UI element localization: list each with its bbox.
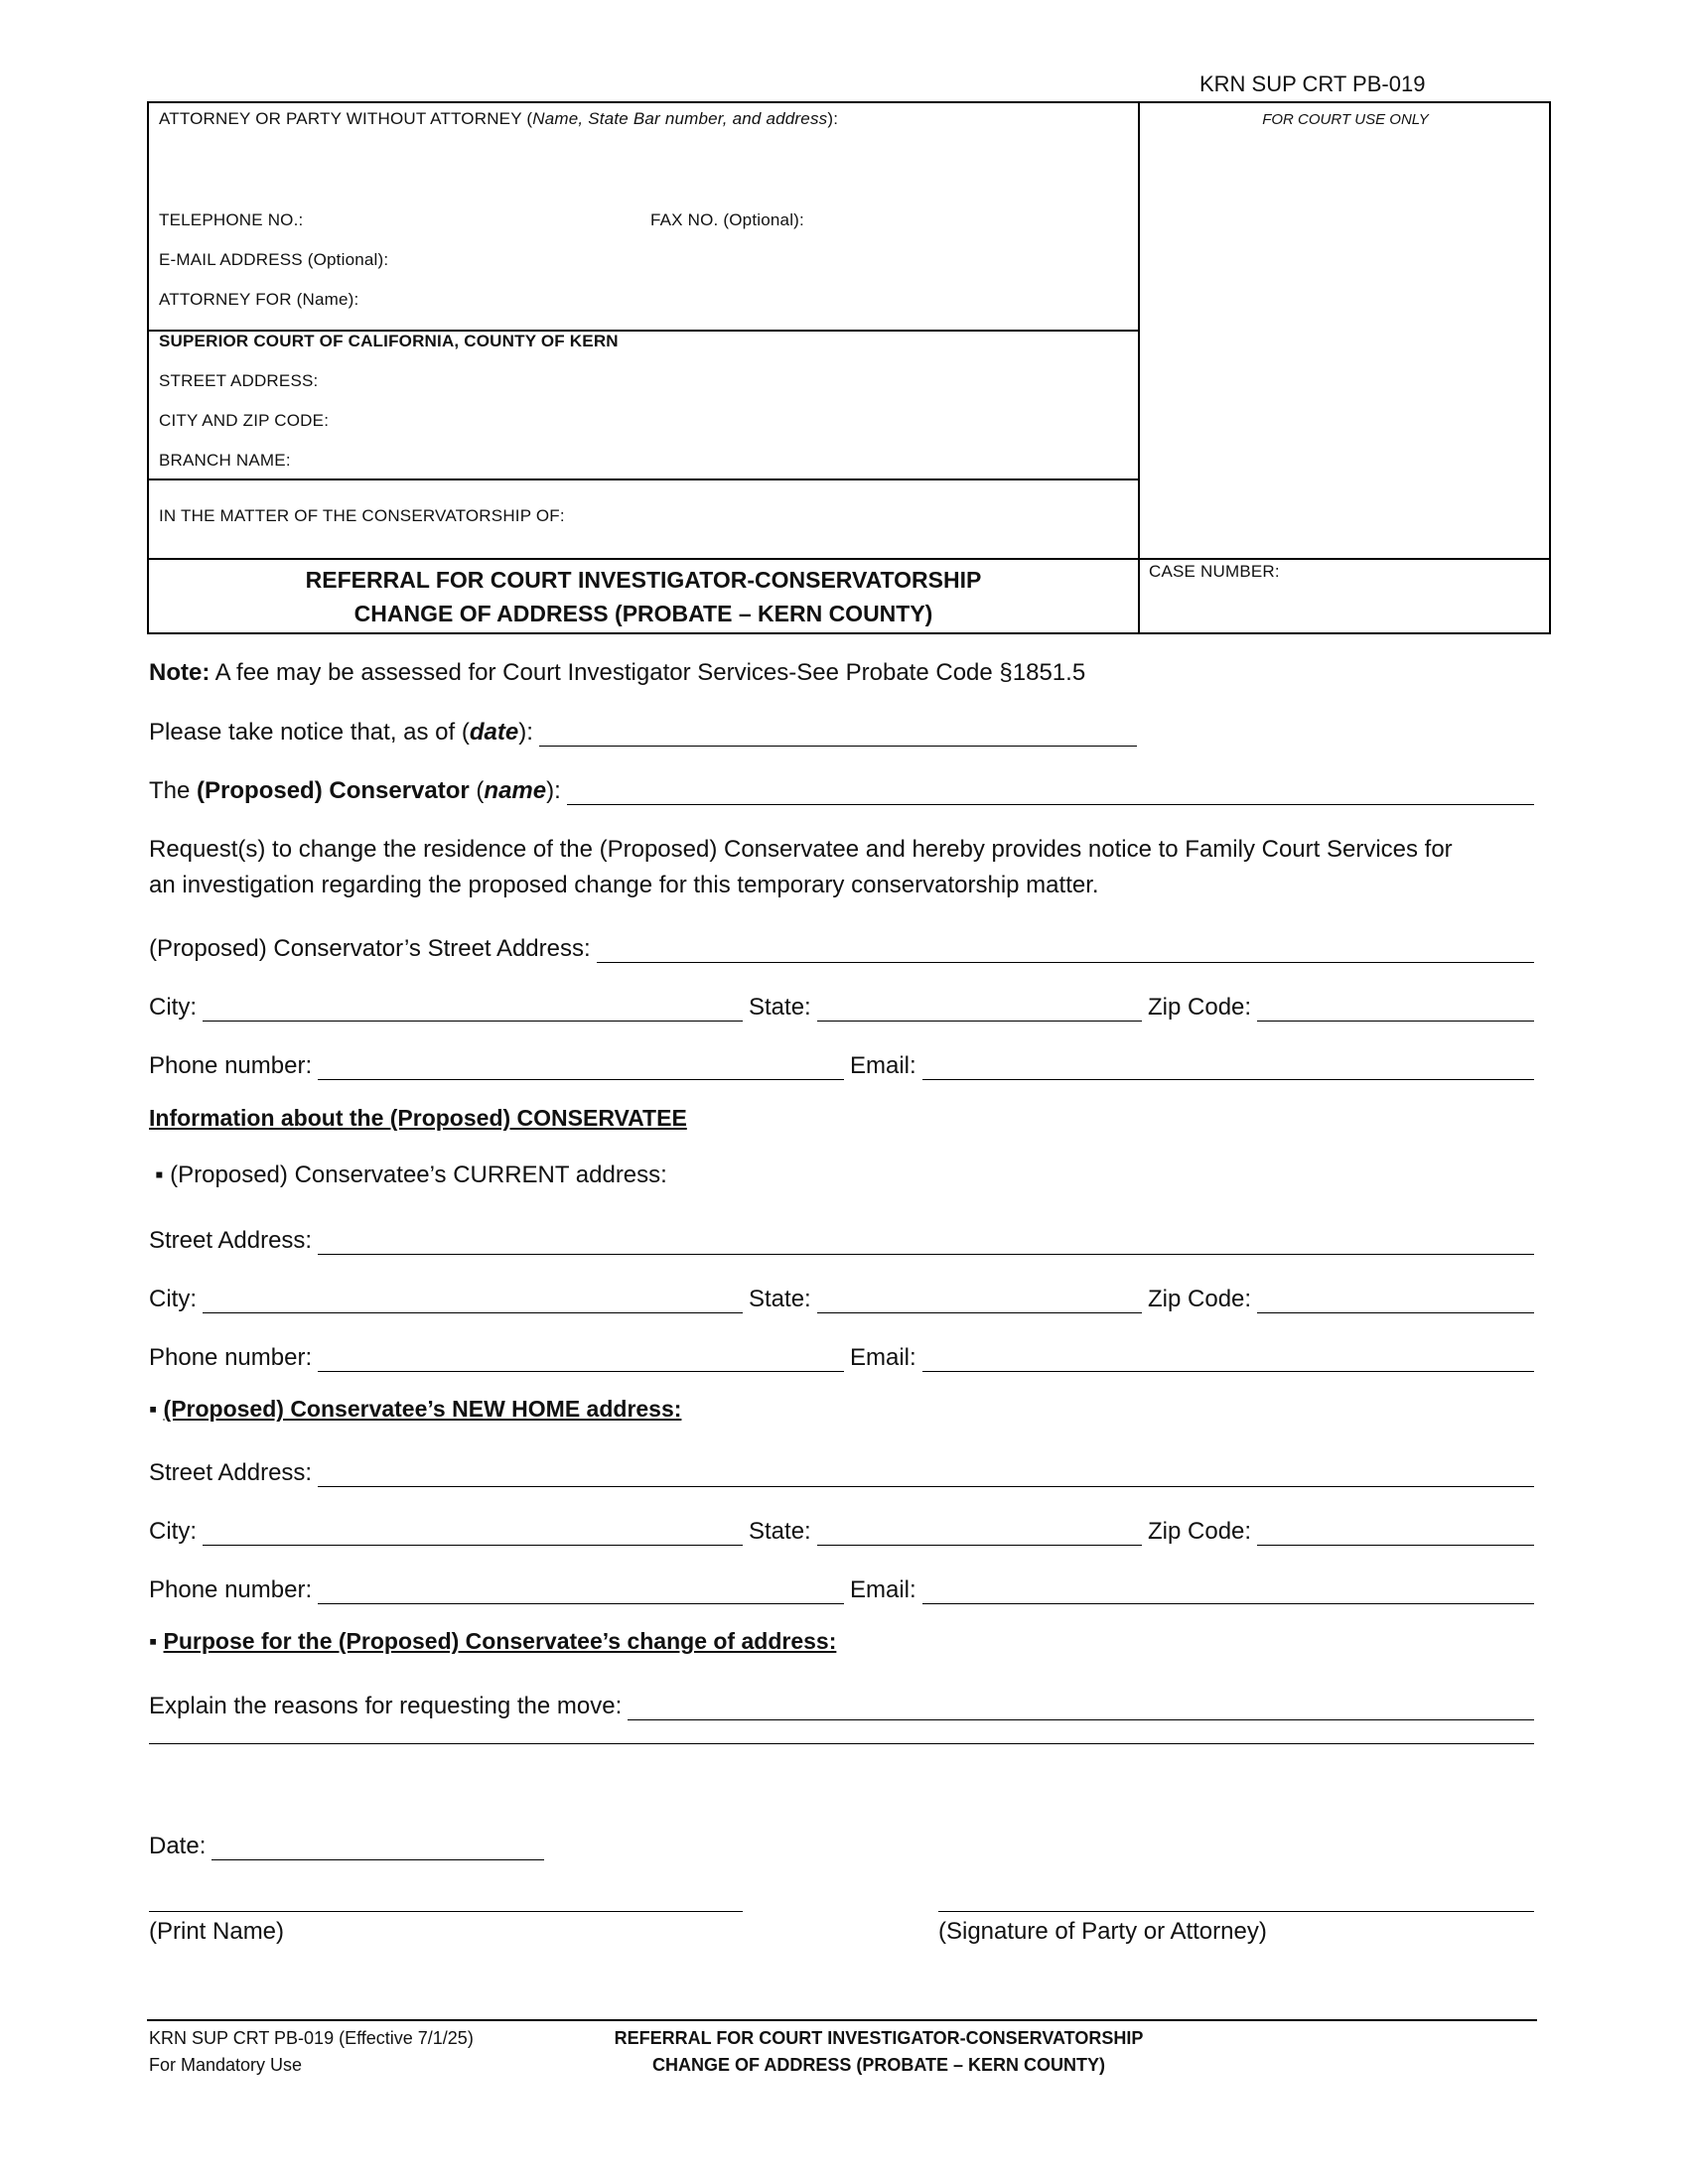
new-street-field[interactable]	[318, 1460, 1534, 1487]
conservator-zip-field[interactable]	[1257, 995, 1534, 1022]
explain-line: Explain the reasons for requesting the move:	[149, 1687, 1534, 1720]
divider-title	[149, 558, 1549, 560]
purpose-heading: ▪ Purpose for the (Proposed) Conservatee’s change of address:	[149, 1628, 837, 1654]
new-phone-field[interactable]	[318, 1577, 844, 1604]
caption-divider-vertical	[1138, 103, 1140, 632]
explain-field[interactable]	[628, 1694, 1534, 1720]
new-home-heading: ▪ (Proposed) Conservatee’s NEW HOME address:	[149, 1396, 682, 1422]
footer-left	[149, 2025, 474, 2079]
print-name-line[interactable]	[149, 1911, 743, 1912]
city-zip-label: CITY AND ZIP CODE:	[159, 411, 330, 430]
info-heading: Information about the (Proposed) CONSERVATEE	[149, 1105, 687, 1131]
conservator-email-field[interactable]	[922, 1053, 1534, 1080]
conservator-street-line: (Proposed) Conservator’s Street Address:	[149, 929, 1534, 963]
date-line: Date:	[149, 1827, 544, 1860]
current-phone-field[interactable]	[318, 1345, 844, 1372]
date-field[interactable]	[211, 1834, 544, 1860]
signature-line[interactable]	[938, 1911, 1534, 1912]
explain-field-line2[interactable]	[149, 1743, 1534, 1744]
form-title-line2: CHANGE OF ADDRESS (PROBATE – KERN COUNTY)	[353, 601, 933, 626]
conservator-name-line: The (Proposed) Conservator (name):	[149, 771, 1534, 805]
new-city-line: City: State: Zip Code:	[149, 1512, 1534, 1546]
notice-date-line: Please take notice that, as of (date):	[149, 713, 1137, 747]
caption-box	[147, 101, 1551, 634]
attorney-for-label: ATTORNEY FOR (Name):	[159, 290, 359, 309]
footer-form-number: KRN SUP CRT PB-019 (Effective 7/1/25)	[149, 2028, 474, 2048]
telephone-label: TELEPHONE NO.:	[159, 210, 304, 229]
current-zip-field[interactable]	[1257, 1287, 1534, 1313]
matter-label: IN THE MATTER OF THE CONSERVATORSHIP OF:	[159, 506, 565, 525]
branch-label: BRANCH NAME:	[159, 451, 291, 470]
conservator-name-field[interactable]	[567, 778, 1534, 805]
notice-date-field[interactable]	[539, 720, 1137, 747]
signature-label: (Signature of Party or Attorney)	[938, 1918, 1267, 1945]
footer-title: REFERRAL FOR COURT INVESTIGATOR-CONSERVATORSHIP CHANGE OF ADDRESS (PROBATE – KERN COUNTY)	[614, 2028, 1144, 2075]
conservator-phone-line: Phone number: Email:	[149, 1046, 1534, 1080]
current-phone-line: Phone number: Email:	[149, 1338, 1534, 1372]
current-address-label: ▪ (Proposed) Conservatee’s CURRENT address:	[155, 1161, 667, 1188]
current-city-line: City: State: Zip Code:	[149, 1280, 1534, 1313]
new-street-line: Street Address:	[149, 1453, 1534, 1487]
conservator-state-field[interactable]	[817, 995, 1142, 1022]
new-email-field[interactable]	[922, 1577, 1534, 1604]
form-id-top: KRN SUP CRT PB-019	[1199, 71, 1426, 96]
attorney-label: ATTORNEY OR PARTY WITHOUT ATTORNEY (Name, State Bar number, and address):	[159, 109, 839, 128]
divider-matter	[149, 478, 1138, 480]
form-title	[149, 563, 1138, 630]
conservator-phone-field[interactable]	[318, 1053, 844, 1080]
conservator-street-field[interactable]	[597, 936, 1534, 963]
note: Note: A fee may be assessed for Court Investigator Services-See Probate Code §1851.5	[149, 659, 1086, 686]
current-state-field[interactable]	[817, 1287, 1142, 1313]
current-street-line: Street Address:	[149, 1221, 1534, 1255]
new-state-field[interactable]	[817, 1519, 1142, 1546]
print-name-label: (Print Name)	[149, 1918, 285, 1945]
current-city-field[interactable]	[203, 1287, 743, 1313]
new-phone-line: Phone number: Email:	[149, 1570, 1534, 1604]
case-number-label: CASE NUMBER:	[1149, 562, 1280, 581]
conservator-city-field[interactable]	[203, 995, 743, 1022]
new-city-field[interactable]	[203, 1519, 743, 1546]
email-label: E-MAIL ADDRESS (Optional):	[159, 250, 389, 269]
request-paragraph: Request(s) to change the residence of the (Proposed) Conservatee and hereby provides notice to Family Court Services for an investigation regarding the proposed change for this temporary conservatorship matter.	[149, 836, 1453, 898]
conservator-city-line: City: State: Zip Code:	[149, 988, 1534, 1022]
street-address-label: STREET ADDRESS:	[159, 371, 319, 390]
form-title-line1: REFERRAL FOR COURT INVESTIGATOR-CONSERVATORSHIP	[305, 567, 982, 593]
current-street-field[interactable]	[318, 1228, 1534, 1255]
court-name: SUPERIOR COURT OF CALIFORNIA, COUNTY OF KERN	[159, 332, 619, 350]
footer-mandatory: For Mandatory Use	[149, 2055, 303, 2075]
current-email-field[interactable]	[922, 1345, 1534, 1372]
court-use-label: FOR COURT USE ONLY	[1262, 111, 1429, 128]
new-zip-field[interactable]	[1257, 1519, 1534, 1546]
fax-label: FAX NO. (Optional):	[650, 210, 804, 229]
footer-rule	[147, 2019, 1537, 2021]
